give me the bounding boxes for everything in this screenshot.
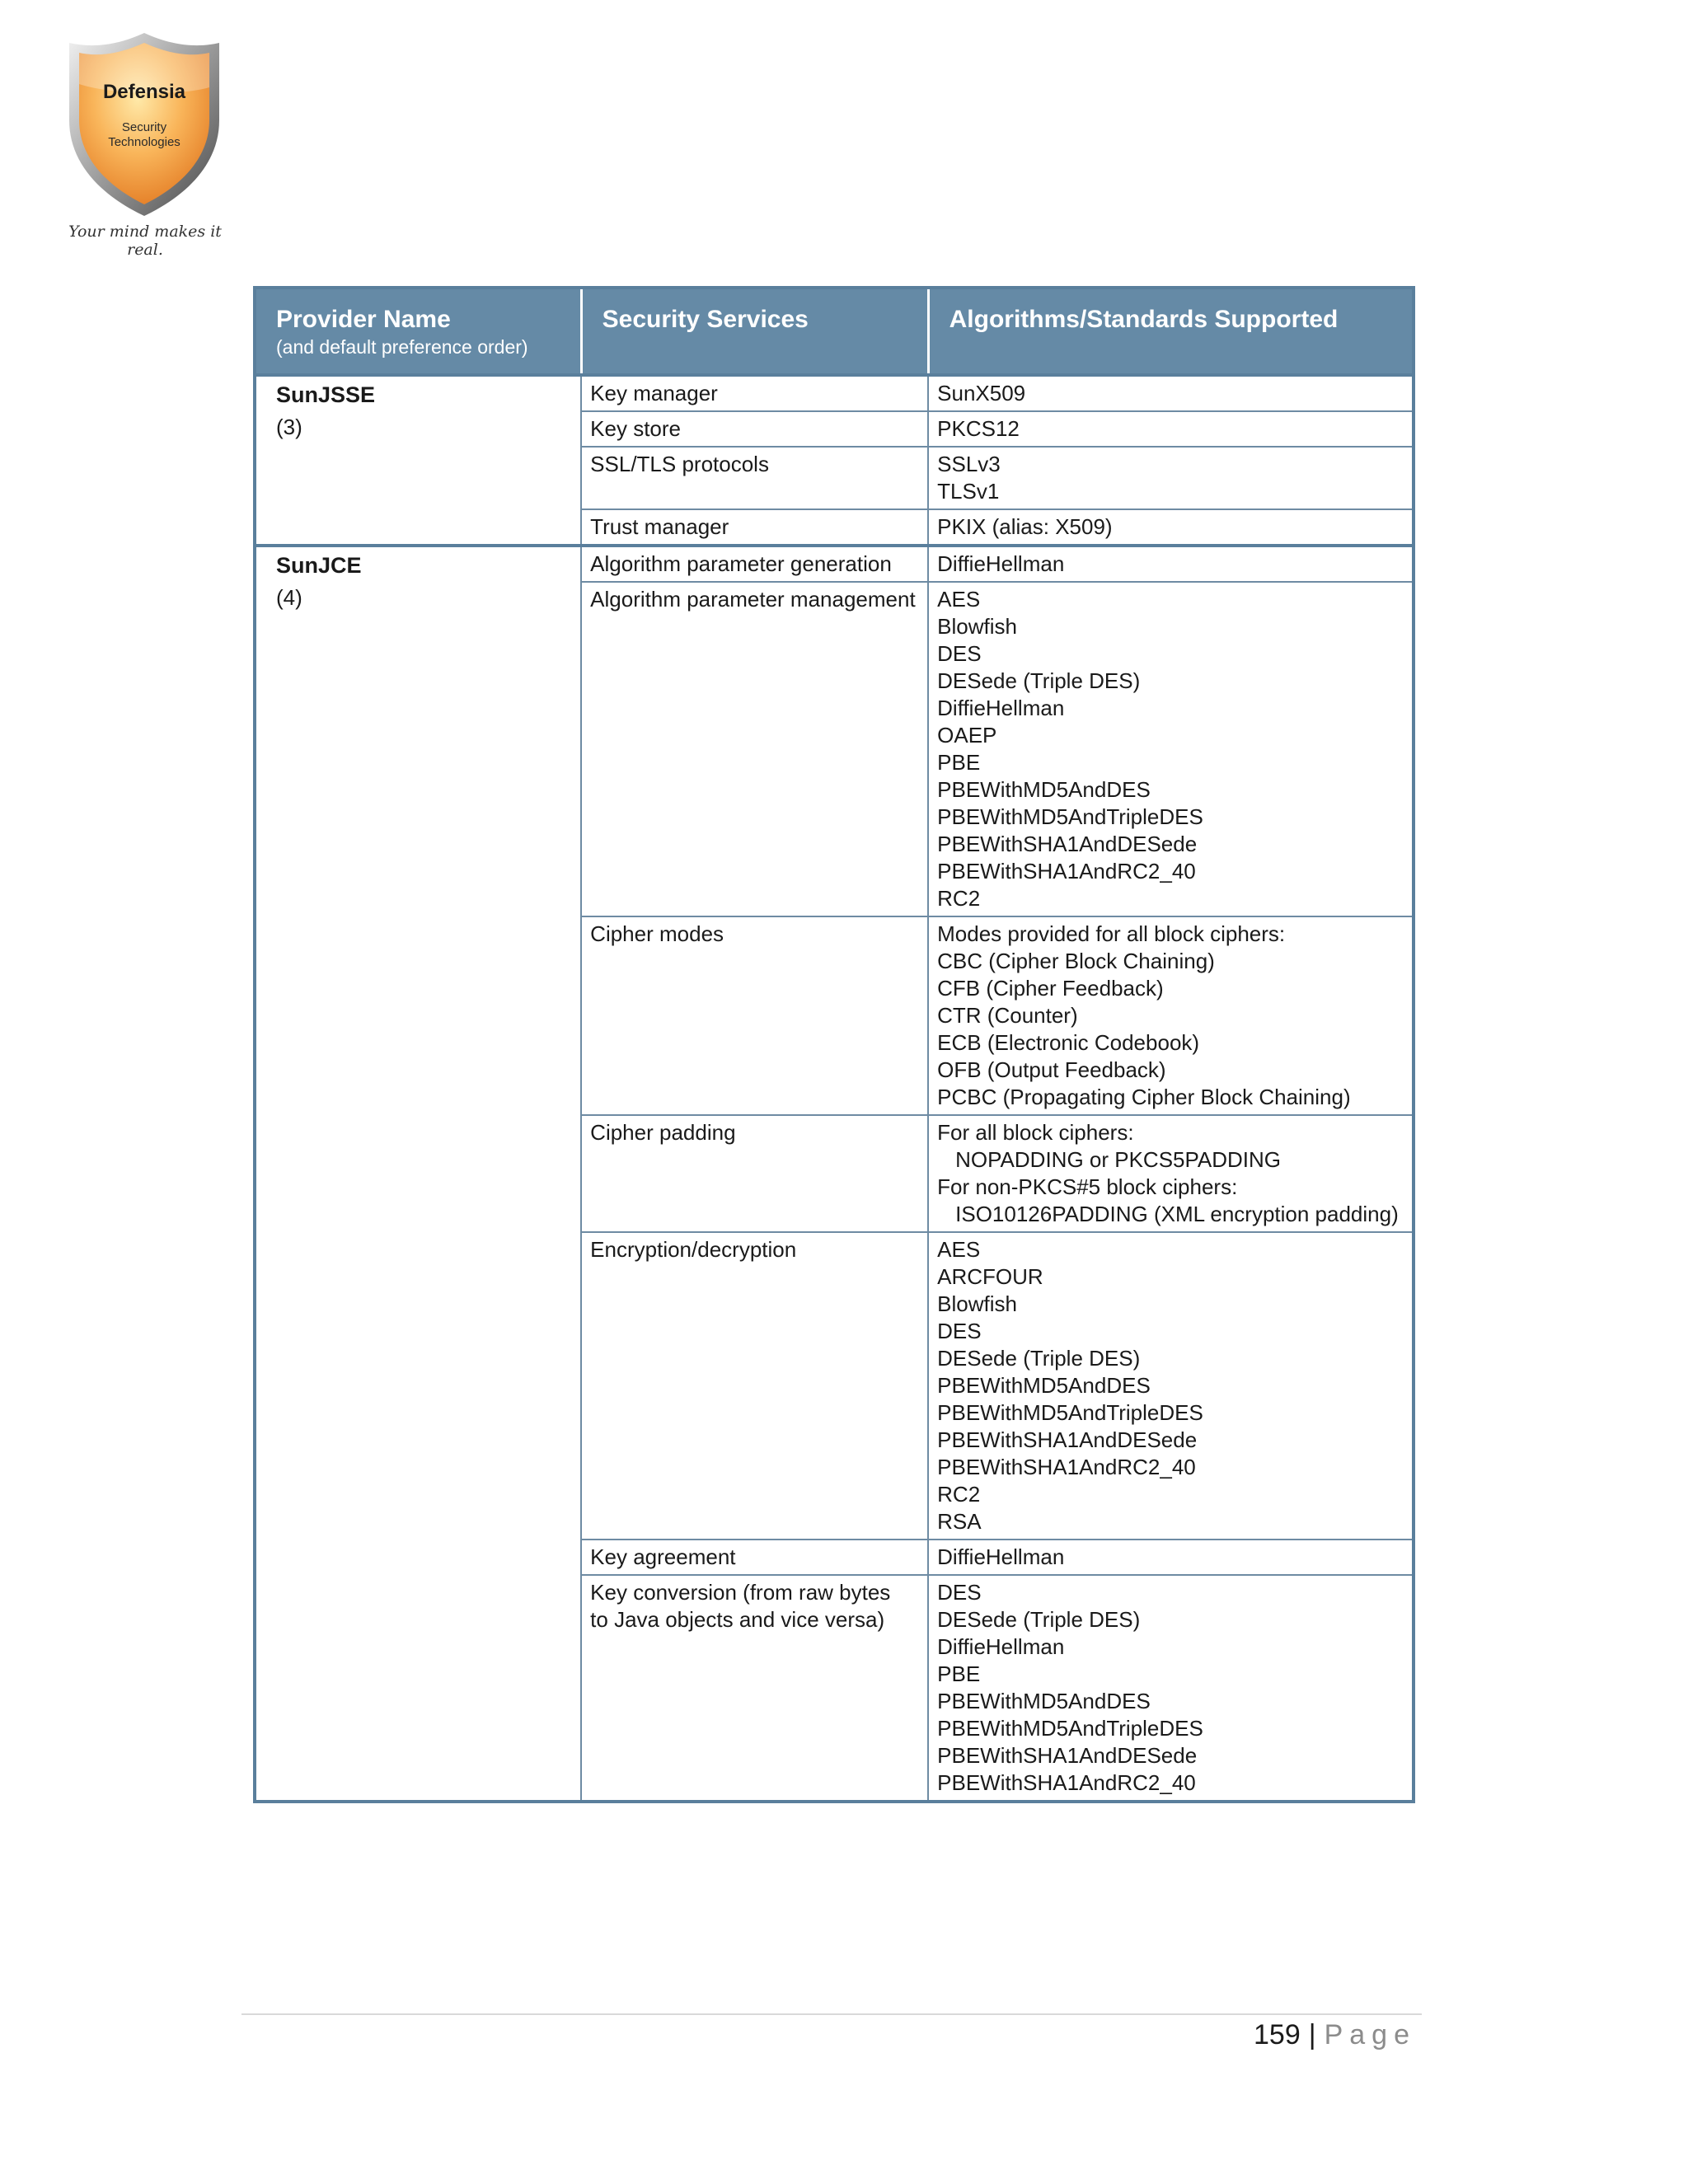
algorithm-line: DiffieHellman <box>937 1544 1065 1569</box>
algorithm-line: DiffieHellman <box>937 696 1065 720</box>
service-cell <box>581 1232 928 1540</box>
algorithm-line: ECB (Electronic Codebook) <box>937 1030 1200 1055</box>
algorithm-line: DiffieHellman <box>937 1634 1065 1659</box>
algorithm-line: PKCS12 <box>937 416 1020 441</box>
provider-cell <box>255 546 581 1802</box>
algorithm-line: CBC (Cipher Block Chaining) <box>937 949 1215 973</box>
footer-divider <box>241 2013 1422 2015</box>
service-line: to Java objects and vice versa) <box>590 1607 885 1632</box>
service-line: Key agreement <box>590 1544 736 1569</box>
table-header-row <box>255 288 1414 375</box>
algorithms-cell <box>928 411 1414 447</box>
provider-order: (3) <box>276 415 302 439</box>
page-separator: | <box>1308 2019 1316 2050</box>
algorithm-line: PBEWithSHA1AndDESede <box>937 832 1198 856</box>
header-services <box>581 288 928 375</box>
algorithm-line: RC2 <box>937 886 981 911</box>
service-cell <box>581 447 928 509</box>
algorithm-line: PBEWithMD5AndTripleDES <box>937 1716 1203 1741</box>
logo-tagline: Your mind makes it real. <box>68 223 222 259</box>
header-provider-sublabel: (and default preference order) <box>276 336 528 358</box>
algorithm-line: DES <box>937 641 982 666</box>
page-number: 159 <box>1254 2019 1301 2050</box>
table-body <box>255 375 1414 1802</box>
algorithm-line: PBE <box>937 750 981 775</box>
algorithm-line: PBEWithMD5AndTripleDES <box>937 1400 1203 1425</box>
algorithm-line: PBEWithMD5AndDES <box>937 1373 1151 1398</box>
service-line: Algorithm parameter generation <box>590 551 892 576</box>
algorithm-line: TLSv1 <box>937 479 1000 504</box>
service-cell <box>581 546 928 582</box>
header-algorithms <box>928 288 1414 375</box>
algorithm-line: PBEWithMD5AndTripleDES <box>937 804 1203 829</box>
service-line: Encryption/decryption <box>590 1237 797 1262</box>
algorithm-line: PBEWithMD5AndDES <box>937 1689 1151 1713</box>
service-cell <box>581 1115 928 1232</box>
algorithm-line: DES <box>937 1580 982 1605</box>
algorithm-line: Blowfish <box>937 614 1017 639</box>
service-line: SSL/TLS protocols <box>590 452 769 476</box>
algorithms-cell <box>928 1540 1414 1575</box>
algorithm-line: OAEP <box>937 723 997 748</box>
service-line: Trust manager <box>590 514 729 539</box>
algorithm-line: PBEWithSHA1AndRC2_40 <box>937 859 1196 883</box>
service-cell <box>581 1540 928 1575</box>
algorithm-line: RC2 <box>937 1482 981 1507</box>
algorithm-line: DES <box>937 1319 982 1343</box>
provider-name: SunJCE <box>276 553 362 578</box>
algorithm-line: DiffieHellman <box>937 551 1065 576</box>
algorithm-line: OFB (Output Feedback) <box>937 1057 1166 1082</box>
service-line: Cipher modes <box>590 921 724 946</box>
algorithm-line: PBEWithSHA1AndDESede <box>937 1427 1198 1452</box>
service-cell <box>581 411 928 447</box>
algorithms-cell <box>928 1575 1414 1802</box>
table-row <box>255 375 1414 411</box>
logo-name: Defensia <box>102 81 186 103</box>
algorithms-cell <box>928 582 1414 916</box>
service-cell <box>581 509 928 546</box>
service-cell <box>581 582 928 916</box>
algorithm-line: ARCFOUR <box>937 1264 1043 1289</box>
algorithm-line: PCBC (Propagating Cipher Block Chaining) <box>937 1085 1351 1109</box>
service-line: Key conversion (from raw bytes <box>590 1580 891 1605</box>
service-cell <box>581 916 928 1115</box>
algorithm-line: PBEWithSHA1AndRC2_40 <box>937 1770 1196 1795</box>
algorithm-line: PBEWithMD5AndDES <box>937 777 1151 802</box>
page-footer <box>1254 2019 1416 2051</box>
algorithm-line: PKIX (alias: X509) <box>937 514 1113 539</box>
algorithm-line: CFB (Cipher Feedback) <box>937 976 1164 1001</box>
algorithm-line: SSLv3 <box>937 452 1001 476</box>
algorithms-cell <box>928 375 1414 411</box>
algorithms-cell <box>928 546 1414 582</box>
algorithm-line: ISO10126PADDING (XML encryption padding) <box>955 1202 1399 1226</box>
service-line: Key store <box>590 416 681 441</box>
algorithm-line: CTR (Counter) <box>937 1003 1078 1028</box>
header-provider-label: Provider Name <box>276 306 451 333</box>
algorithm-line: For non-PKCS#5 block ciphers: <box>937 1174 1238 1199</box>
service-line: Algorithm parameter management <box>590 587 916 612</box>
algorithms-cell <box>928 509 1414 546</box>
logo-subtitle-line2: Technologies <box>108 135 181 149</box>
table-row <box>255 546 1414 582</box>
service-cell <box>581 375 928 411</box>
service-line: Cipher padding <box>590 1120 736 1145</box>
page-label: Page <box>1324 2019 1416 2050</box>
algorithm-line: NOPADDING or PKCS5PADDING <box>955 1147 1282 1172</box>
service-line: Key manager <box>590 381 718 405</box>
algorithm-line: PBE <box>937 1661 981 1686</box>
algorithm-line: For all block ciphers: <box>937 1120 1134 1145</box>
algorithm-line: DESede (Triple DES) <box>937 668 1141 693</box>
header-services-label: Security Services <box>602 306 809 333</box>
algorithm-line: Blowfish <box>937 1291 1017 1316</box>
algorithm-line: PBEWithSHA1AndRC2_40 <box>937 1455 1196 1479</box>
header-algorithms-label: Algorithms/Standards Supported <box>949 306 1339 333</box>
algorithm-line: SunX509 <box>937 381 1026 405</box>
provider-order: (4) <box>276 585 302 610</box>
algorithms-cell <box>928 1232 1414 1540</box>
provider-name: SunJSSE <box>276 382 376 407</box>
logo-subtitle-line1: Security <box>121 120 167 134</box>
algorithm-line: AES <box>937 587 981 612</box>
algorithm-line: PBEWithSHA1AndDESede <box>937 1743 1198 1768</box>
algorithms-cell <box>928 916 1414 1115</box>
provider-cell <box>255 375 581 546</box>
algorithm-line: DESede (Triple DES) <box>937 1346 1141 1371</box>
service-cell <box>581 1575 928 1802</box>
provider-table <box>253 286 1415 1803</box>
algorithm-line: AES <box>937 1237 981 1262</box>
company-logo <box>54 30 236 259</box>
algorithm-line: DESede (Triple DES) <box>937 1607 1141 1632</box>
algorithm-line: RSA <box>937 1509 982 1534</box>
algorithms-cell <box>928 447 1414 509</box>
header-provider <box>255 288 581 375</box>
algorithms-cell <box>928 1115 1414 1232</box>
algorithm-line: Modes provided for all block ciphers: <box>937 921 1286 946</box>
